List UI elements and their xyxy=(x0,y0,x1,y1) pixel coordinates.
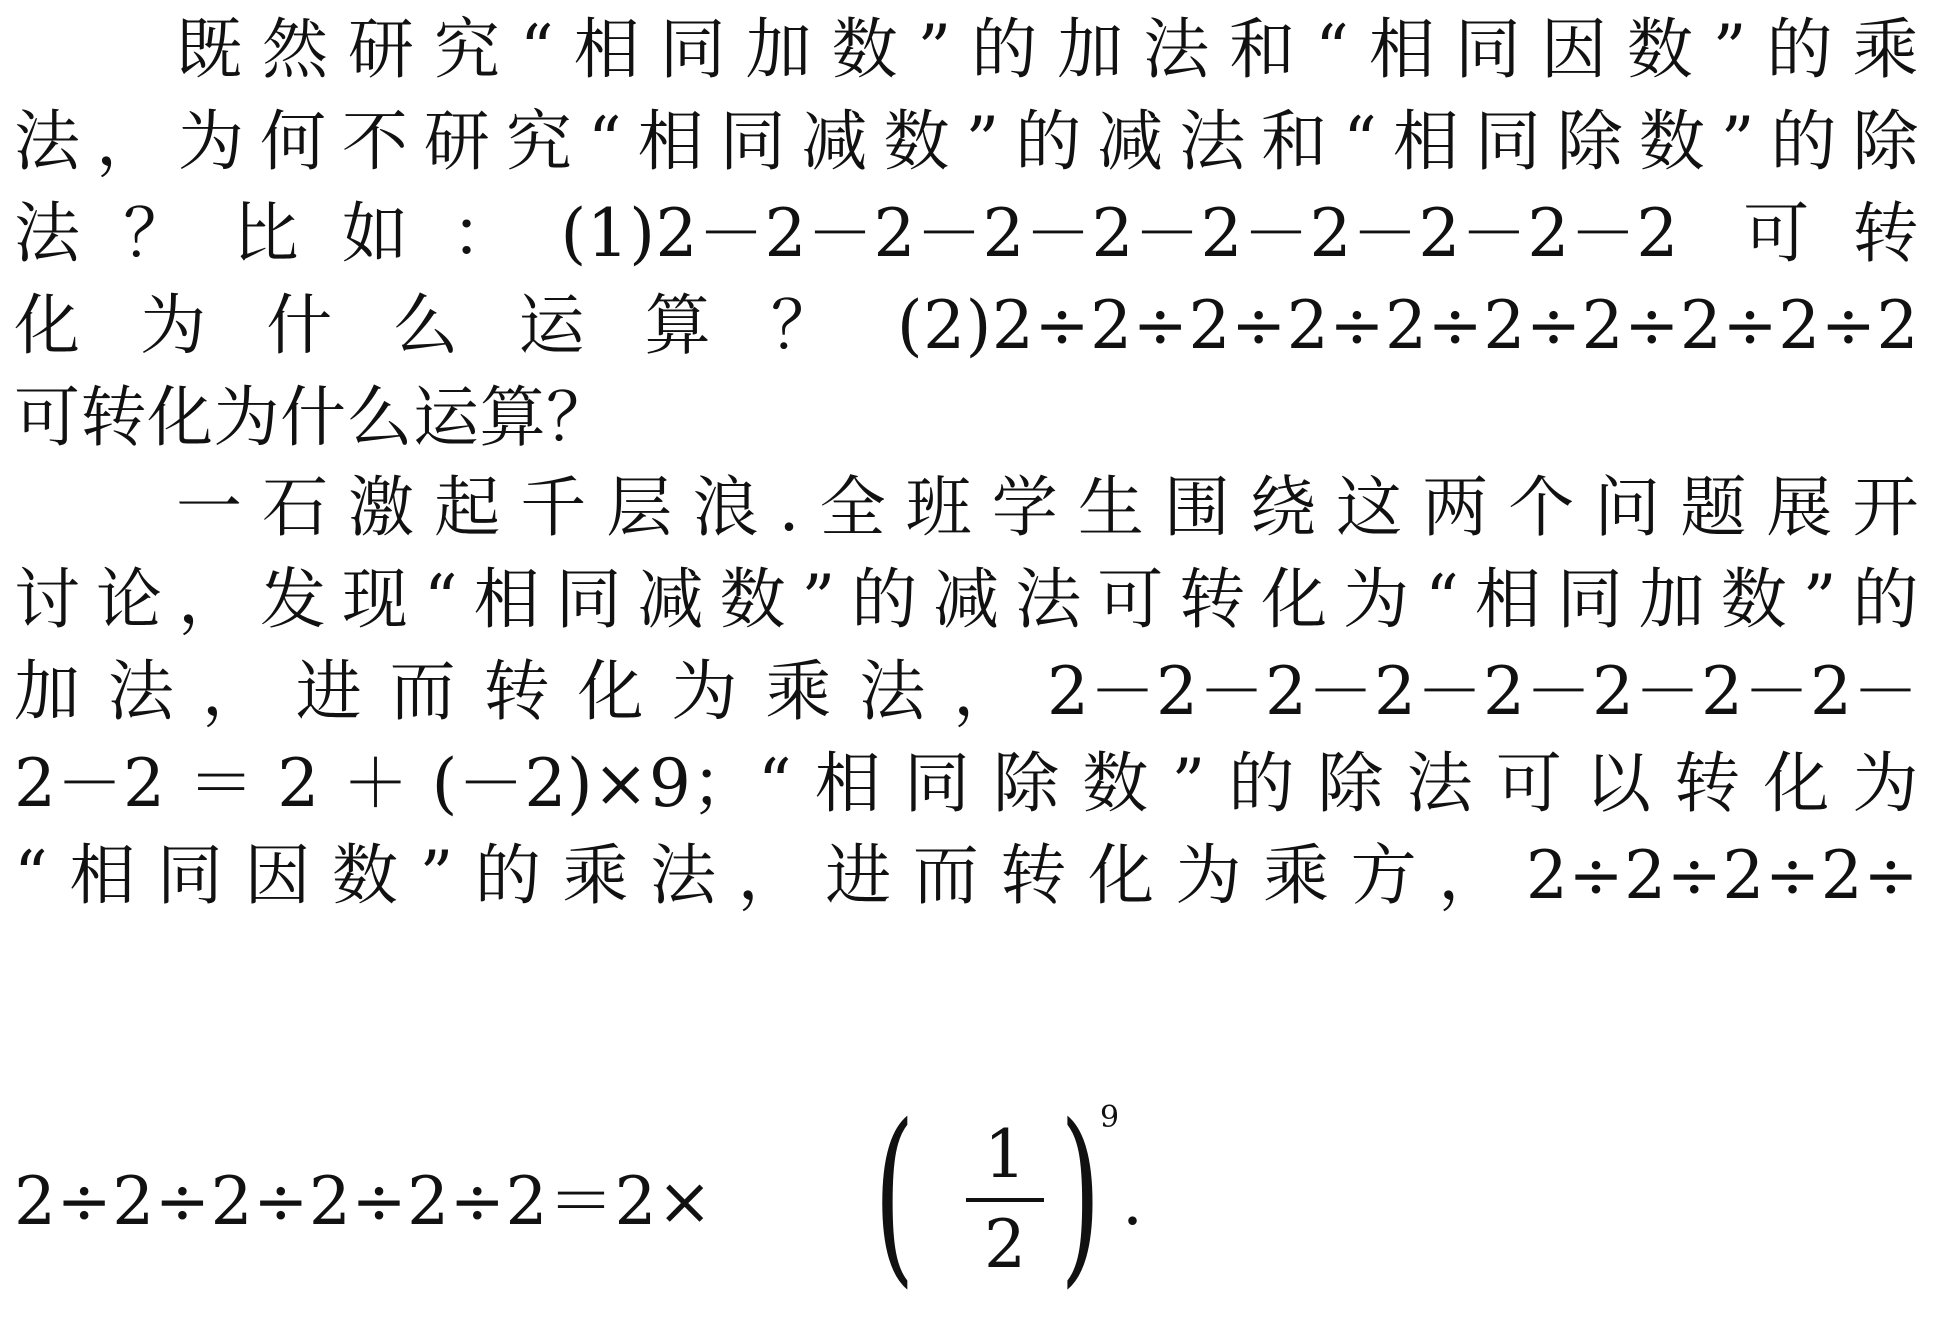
sentence-period: . xyxy=(1122,1163,1143,1240)
paragraph-2-line-4: 2－2＝2＋(－2)×9；“相同除数”的除法可以转化为 xyxy=(14,745,1919,822)
math-expression-line xyxy=(14,1084,1919,1305)
paragraph-1-line-2: 法，为何不研究“相同减数”的减法和“相同除数”的除 xyxy=(14,103,1919,180)
right-parenthesis: ) xyxy=(1060,1084,1101,1305)
fraction-bar xyxy=(966,1198,1044,1202)
fraction-one-half xyxy=(966,1116,1044,1284)
paragraph-1-line-4: 化为什么运算？(2)2÷2÷2÷2÷2÷2÷2÷2÷2÷2 xyxy=(14,287,1919,364)
math-expression-prefix: 2÷2÷2÷2÷2÷2＝2× xyxy=(14,1163,713,1240)
paragraph-2-line-3: 加法，进而转化为乘法，2－2－2－2－2－2－2－2－ xyxy=(14,653,1919,730)
exponent: 9 xyxy=(1100,1100,1120,1135)
fraction-denominator: 2 xyxy=(984,1206,1026,1283)
left-parenthesis: ( xyxy=(874,1084,915,1305)
paragraph-2-line-2: 讨论，发现“相同减数”的减法可转化为“相同加数”的 xyxy=(14,561,1919,638)
paragraph-1-line-5: 可转化为什么运算？ xyxy=(14,379,613,456)
paragraph-2-line-1: 一石激起千层浪.全班学生围绕这两个问题展开 xyxy=(176,469,1919,546)
fraction-numerator: 1 xyxy=(984,1116,1026,1193)
paragraph-1-line-3: 法？比如：(1)2－2－2－2－2－2－2－2－2－2 可转 xyxy=(14,195,1919,272)
paragraph-2-line-5: “相同因数”的乘法，进而转化为乘方，2÷2÷2÷2÷ xyxy=(14,837,1919,914)
paragraph-1-line-1: 既然研究“相同加数”的加法和“相同因数”的乘 xyxy=(176,11,1919,88)
